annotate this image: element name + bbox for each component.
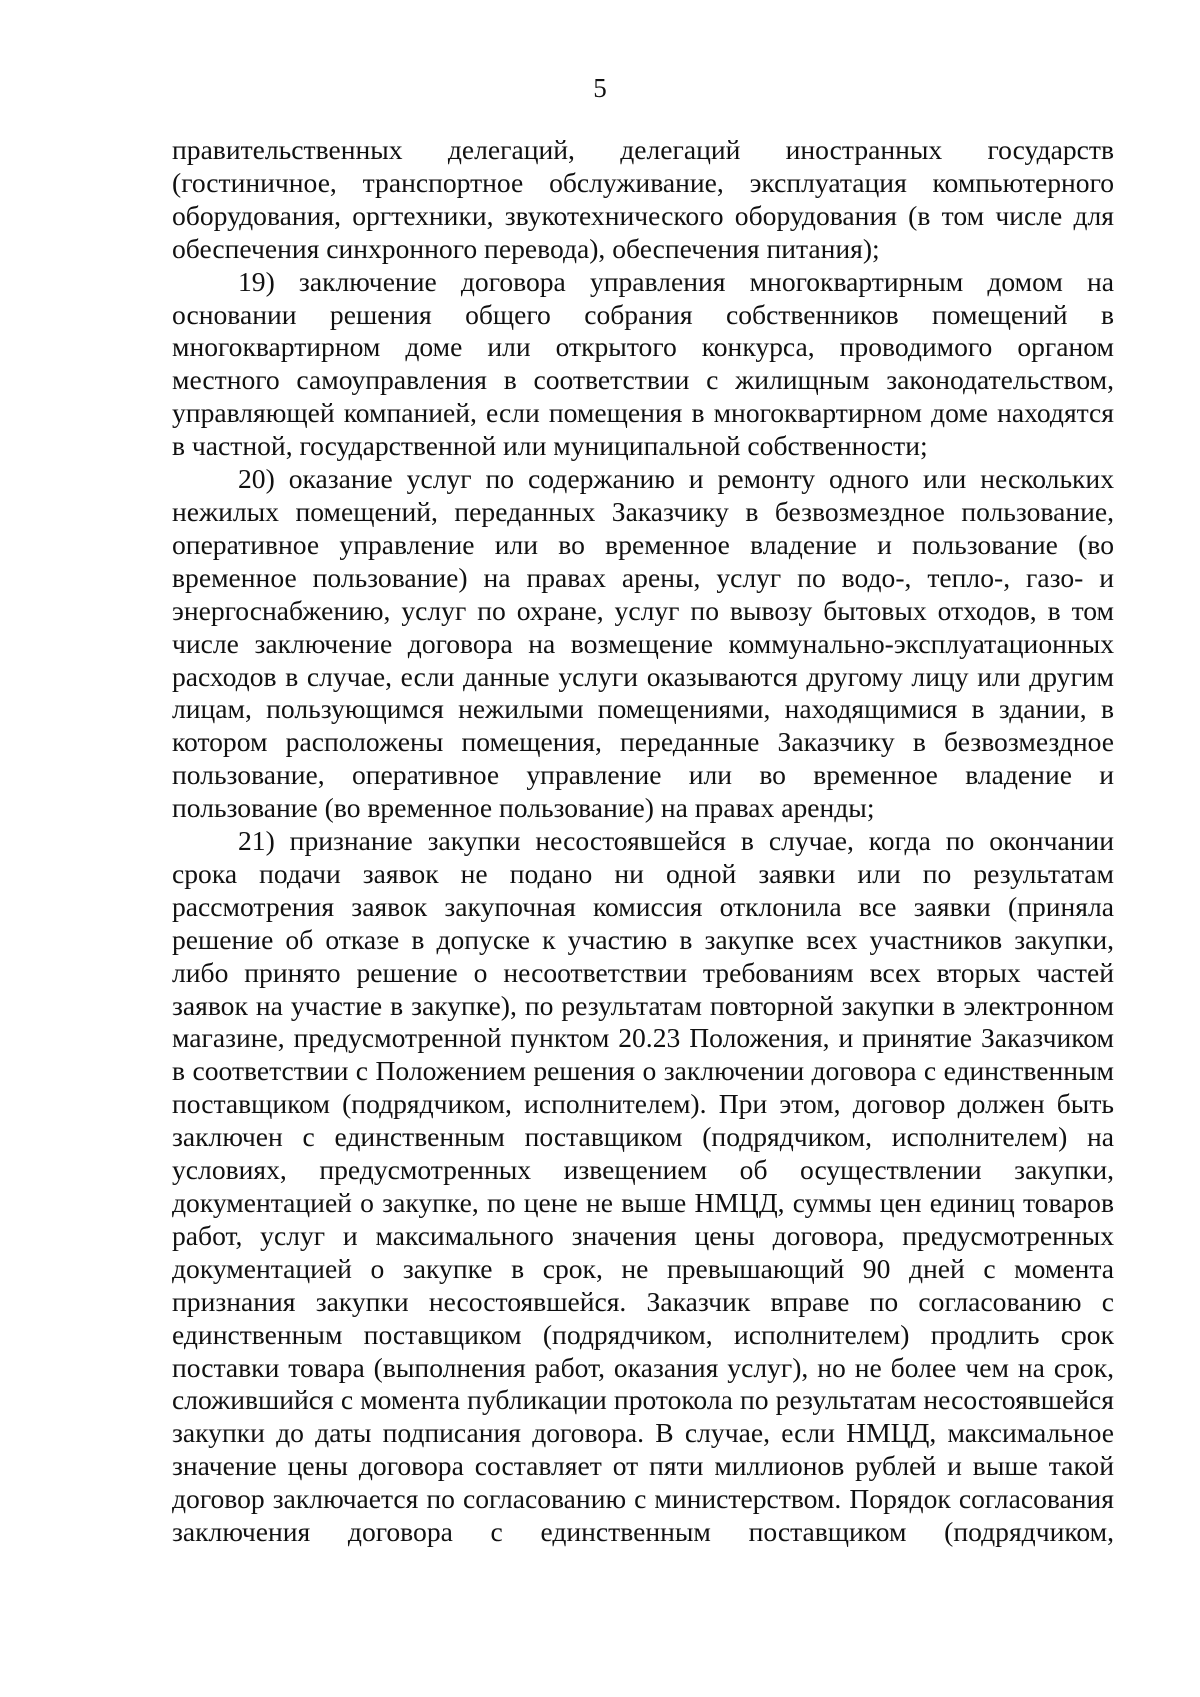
paragraph-item-19: 19) заключение договора управления многоквартирным домом на основании решения общего собрания собственников помещений в многоквартирном доме или открытого конкурса, проводимого органом местного самоуправления в соответствии с жилищным законодательством, управляющей компанией, если помещения в многоквартирном доме находятся в частной, государственной или муниципальной собственности; <box>172 265 1114 462</box>
page-number: 5 <box>593 73 607 103</box>
paragraph-item-20: 20) оказание услуг по содержанию и ремонту одного или нескольких нежилых помещений, переданных Заказчику в безвозмездное пользование, оперативное управление или во временное владение и пользование (во временное пользование) на правах арены, услуг по водо-, тепло-, газо- и энергоснабжению, услуг по охране, услуг по вывозу бытовых отходов, в том числе заключение договора на возмещение коммунально-эксплуатационных расходов в случае, если данные услуги оказываются другому лицу или другим лицам, пользующимся нежилыми помещениями, находящимися в здании, в котором расположены помещения, переданные Заказчику в безвозмездное пользование, оперативное управление или во временное владение и пользование (во временное пользование) на правах аренды; <box>172 463 1114 824</box>
paragraph-continuation: правительственных делегаций, делегаций иностранных государств (гостиничное, транспортное обслуживание, эксплуатация компьютерного оборудования, оргтехники, звукотехнического оборудования (в том числе для обеспечения синхронного перевода), обеспечения питания); <box>172 134 1114 264</box>
paragraph-item-21: 21) признание закупки несостоявшейся в случае, когда по окончании срока подачи заявок не подано ни одной заявки или по результатам рассмотрения заявок закупочная комиссия отклонила все заявки (приняла решение об отказе в допуске к участию в закупке всех участников закупки, либо принято решение о несоответствии требованиям всех вторых частей заявок на участие в закупке), по результатам повторной закупки в электронном магазине, предусмотренной пунктом 20.23 Положения, и принятие Заказчиком в соответствии с Положением решения о заключении договора с единственным поставщиком (подрядчиком, исполнителем). При этом, договор должен быть заключен с единственным поставщиком (подрядчиком, исполнителем) на условиях, предусмотренных извещением об осуществлении закупки, документацией о закупке, по цене не выше НМЦД, суммы цен единиц товаров работ, услуг и максимального значения цены договора, предусмотренных документацией о закупке в срок, не превышающий 90 дней с момента признания закупки несостоявшейся. Заказчик вправе по согласованию с единственным поставщиком (подрядчиком, исполнителем) продлить срок поставки товара (выполнения работ, оказания услуг), но не более чем на срок, сложившийся с момента публикации протокола по результатам несостоявшейся закупки до даты подписания договора. В случае, если НМЦД, максимальное значение цены договора составляет от пяти миллионов рублей и выше такой договор заключается по согласованию с министерством. Порядок согласования заключения договора с единственным поставщиком (подрядчиком, <box>172 825 1114 1548</box>
document-body <box>172 134 1114 1549</box>
